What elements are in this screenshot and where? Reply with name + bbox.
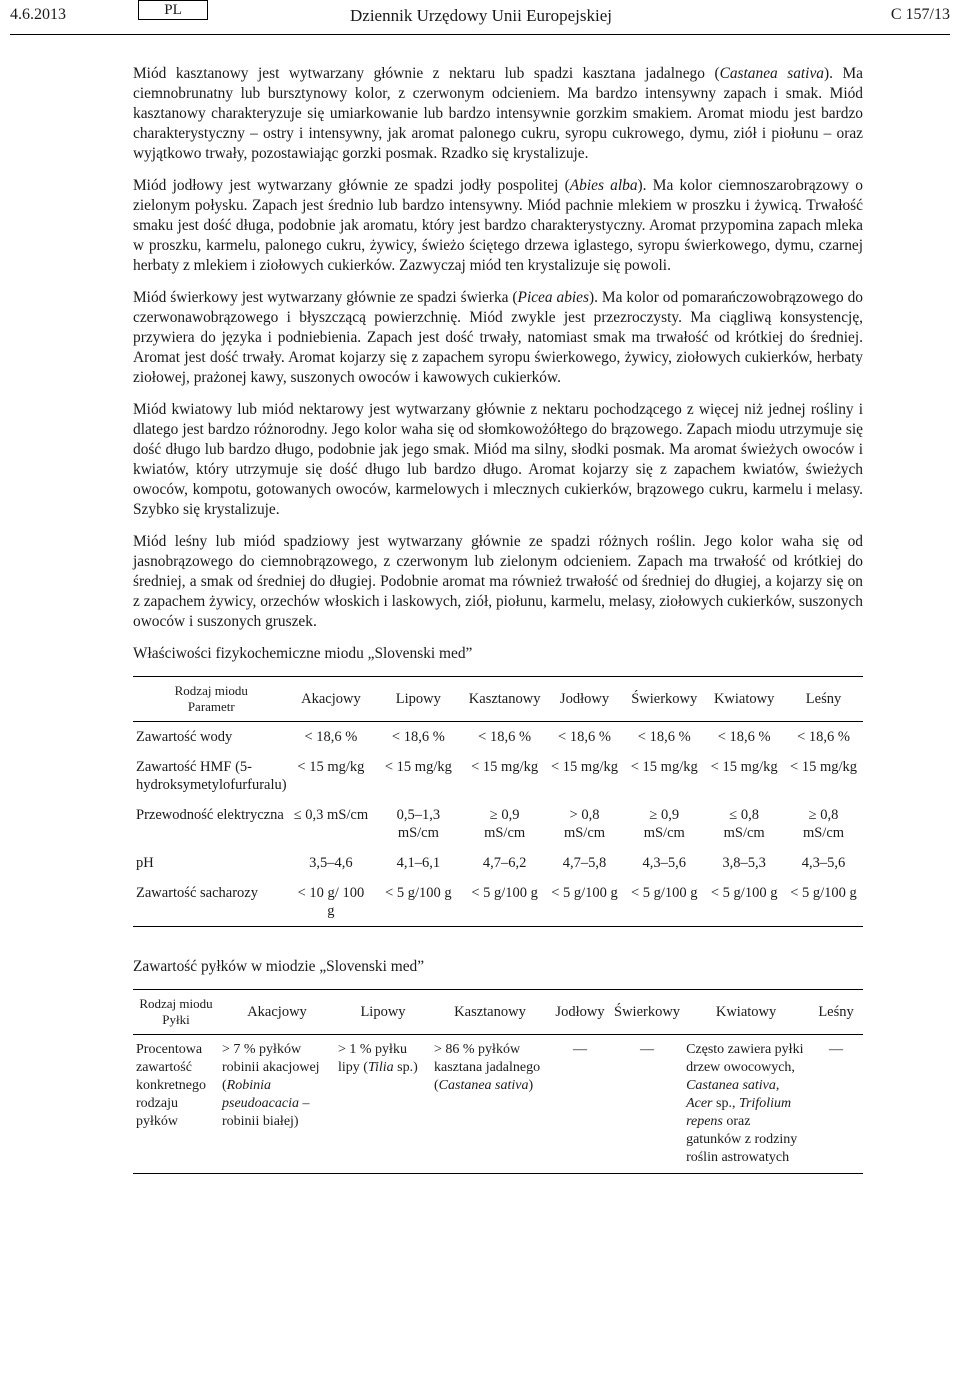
- table-row: [133, 878, 863, 927]
- table-cell: 4,3–5,6: [801, 855, 846, 871]
- row-label: Zawartość HMF (5-hydroksymetylofurfuralu): [136, 759, 287, 793]
- table-cell: Często zawiera pyłki drzew owocowych, Castanea sativa, Acer sp., Trifolium repens oraz gatunków z rodziny roślin astrowatych: [686, 1042, 804, 1165]
- table-cell: 4,7–6,2: [482, 855, 527, 871]
- table-header-row: [133, 990, 863, 1035]
- table-cell: —: [829, 1042, 844, 1057]
- table-cell: < 15 mg/kg: [297, 759, 365, 775]
- table-cell: ≥ 0,9 mS/cm: [643, 807, 685, 841]
- table-cell: ≥ 0,8 mS/cm: [802, 807, 845, 841]
- row-label: Zawartość wody: [136, 729, 233, 745]
- row-header-cell: Rodzaj miodu Pyłki: [139, 996, 213, 1027]
- table-cell: < 18,6 %: [558, 729, 611, 745]
- page-number: C 157/13: [890, 6, 950, 23]
- table-row: [133, 722, 863, 753]
- table-cell: < 5 g/100 g: [630, 885, 698, 901]
- table-row: [133, 800, 863, 848]
- column-header: Kwiatowy: [715, 1004, 777, 1020]
- publication-date: 4.6.2013: [10, 6, 66, 23]
- table-cell: < 18,6 %: [797, 729, 850, 745]
- column-header: Jodłowy: [559, 691, 610, 707]
- pollen-table: [133, 989, 863, 1174]
- table-cell: < 15 mg/kg: [471, 759, 539, 775]
- table-row: [133, 752, 863, 800]
- table-cell: < 5 g/100 g: [710, 885, 778, 901]
- row-label: Przewodność elektryczna: [136, 807, 284, 823]
- table-cell: —: [640, 1042, 655, 1057]
- journal-title: Dziennik Urzędowy Unii Europejskiej: [350, 6, 613, 25]
- column-header: Leśny: [818, 1004, 854, 1020]
- language-box: PL: [138, 0, 208, 20]
- physicochemical-table: [133, 676, 863, 927]
- table-cell: < 18,6 %: [637, 729, 691, 745]
- column-header: Lipowy: [395, 691, 441, 707]
- column-header: Świerkowy: [614, 1004, 681, 1020]
- table1-title: Właściwości fizykochemiczne miodu „Slovenski med”: [133, 645, 473, 662]
- row-label: pH: [136, 855, 154, 871]
- column-header: Akacjowy: [301, 691, 361, 707]
- table-cell: < 10 g/ 100 g: [297, 885, 365, 919]
- paragraph-spruce: Miód świerkowy jest wytwarzany głównie ze spadzi świerka (Picea abies). Ma kolor od pomarańczowobrązowego do czerwonawobrązowego i błyszczącą powierzchnię. Miód zwykle jest przezroczysty. Ma ciągliwą konsystencję, przywiera do języka i podniebienia. Zapach jest dość trwały, natomiast smak ma trwałość od krótkiej do średniej. Aromat jest dość trwały. Aromat kojarzy się z zapachem syropu świerkowego, żywicy, ziołowych cukierków, herbaty ziołowej, prażonej kawy, suszonych owoców i kawowych cukierków.: [133, 289, 863, 386]
- row-label: Zawartość sacharozy: [136, 885, 258, 901]
- table-cell: 4,1–6,1: [396, 855, 441, 871]
- table-cell: < 18,6 %: [304, 729, 358, 745]
- paragraph-flower: Miód kwiatowy lub miód nektarowy jest wytwarzany głównie z nektaru pochodzącego z więcej niż jednej rośliny i dlatego jest bardzo różnorodny. Jego kolor waha się od słomkowożółtego do brązowego. Zapach miodu utrzymuje się dość długo lub bardzo długo, podobnie jak jego smak. Miód ma silny, słodki posmak. Ma aromat świeżych owoców i kwiatów, który utrzymuje się dość długo lub bardzo długo. Aromat kojarzy się z zapachem kwiatów, świeżych owoców, kompotu, gotowanych owoców, karmelowych i mlecznych cukierków, brązowego cukru, karmelu i melasy. Szybko się krystalizuje.: [133, 401, 863, 518]
- table-cell: > 86 % pyłków kasztana jadalnego (Castanea sativa): [434, 1042, 541, 1093]
- column-header: Kwiatowy: [713, 691, 775, 707]
- table-cell: < 18,6 %: [478, 729, 532, 745]
- paragraph-chestnut: Miód kasztanowy jest wytwarzany głównie z nektaru lub spadzi kasztana jadalnego (Castanea sativa). Ma ciemnobrunatny lub bursztynowy kolor, z czerwonym odcieniem. Ma bardzo intensywny zapach i smak. Miód kasztanowy charakteryzuje się umiarkowanie lub bardzo intensywnie gorzkim smakiem. Aromat miodu jest bardzo charakterystyczny – ostry i intensywny, jak aromat palonego cukru, syropu cukrowego, dymu, ziół i piołunu – oraz wyjątkowo trwały, pozostawiając gorzki posmak. Rzadko się krystalizuje.: [133, 65, 863, 162]
- table-cell: 0,5–1,3 mS/cm: [396, 807, 441, 841]
- table-cell: —: [573, 1042, 587, 1057]
- table-cell: < 15 mg/kg: [551, 759, 618, 775]
- table-cell: ≤ 0,8 mS/cm: [723, 807, 765, 841]
- table-cell: < 5 g/100 g: [790, 885, 857, 901]
- table-cell: < 18,6 %: [717, 729, 771, 745]
- table-cell: < 15 mg/kg: [630, 759, 698, 775]
- table-cell: ≤ 0,3 mS/cm: [293, 807, 369, 823]
- table-cell: 3,5–4,6: [309, 855, 353, 871]
- table-cell: < 5 g/100 g: [471, 885, 538, 901]
- header-rule: [10, 34, 950, 35]
- column-header: Kasztanowy: [454, 1004, 526, 1020]
- document-body: [133, 64, 863, 1174]
- table-cell: < 15 mg/kg: [710, 759, 778, 775]
- column-header: Leśny: [805, 691, 842, 707]
- table-cell: > 7 % pyłków robinii akacjowej (Robinia pseudoacacia – robinii białej): [222, 1042, 320, 1129]
- table-cell: < 5 g/100 g: [385, 885, 452, 901]
- table-cell: > 0,8 mS/cm: [563, 807, 606, 841]
- table-cell: < 18,6 %: [391, 729, 445, 745]
- table-row: [133, 1035, 863, 1174]
- table-cell: < 15 mg/kg: [790, 759, 858, 775]
- column-header: Akacjowy: [247, 1004, 307, 1020]
- table2-title: Zawartość pyłków w miodzie „Slovenski med”: [133, 958, 425, 975]
- page-header: [0, 0, 960, 36]
- table-cell: 3,8–5,3: [722, 855, 766, 871]
- table-cell: 4,3–5,6: [642, 855, 686, 871]
- column-header: Świerkowy: [631, 691, 698, 707]
- table-row: [133, 848, 863, 878]
- table-header-row: [133, 677, 863, 722]
- table-cell: < 15 mg/kg: [384, 759, 452, 775]
- column-header: Kasztanowy: [468, 691, 541, 707]
- paragraph-forest: Miód leśny lub miód spadziowy jest wytwarzany głównie ze spadzi różnych roślin. Jego kolor waha się od jasnobrązowego do ciemnobrązowego, z czerwonym lub zielonym odcieniem. Zapach ma trwałość od krótkiej do średniej, a smak od średniej do długiej. Podobnie aromat ma również trwałość od średniej do długiej, a kojarzy się on z zapachem żywicy, orzechów włoskich i laskowych, ziół, piołunu, karmelu, melasy, ziołowych cukierków, suszonych owoców i suszonych gruszek.: [133, 533, 863, 630]
- column-header: Jodłowy: [555, 1004, 605, 1020]
- column-header: Lipowy: [360, 1004, 406, 1020]
- row-label: Procentowa zawartość konkretnego rodzaju pyłków: [136, 1042, 206, 1129]
- table-cell: > 1 % pyłku lipy (Tilia sp.): [338, 1042, 418, 1075]
- row-header-cell: Rodzaj miodu Parametr: [174, 683, 248, 714]
- table-cell: ≥ 0,9 mS/cm: [484, 807, 526, 841]
- table-cell: 4,7–5,8: [562, 855, 607, 871]
- table-cell: < 5 g/100 g: [551, 885, 618, 901]
- paragraph-fir: Miód jodłowy jest wytwarzany głównie ze spadzi jodły pospolitej (Abies alba). Ma kolor ciemnoszarobrązowy o zielonym połysku. Zapach jest średnio lub bardzo intensywny. Miód pachnie mlekiem w proszku i żywicą. Trwałość smaku jest dość długa, podobnie jak aromatu, który jest bardzo charakterystyczny. Aromat przypomina zapach mleka w proszku, karmelu, palonego cukru, żywicy, świeżo ściętego drzewa iglastego, syropu świerkowego, dymu, czarnej herbaty z mlekiem i ziołowych cukierków. Zazwyczaj miód ten krystalizuje się powoli.: [133, 177, 864, 274]
